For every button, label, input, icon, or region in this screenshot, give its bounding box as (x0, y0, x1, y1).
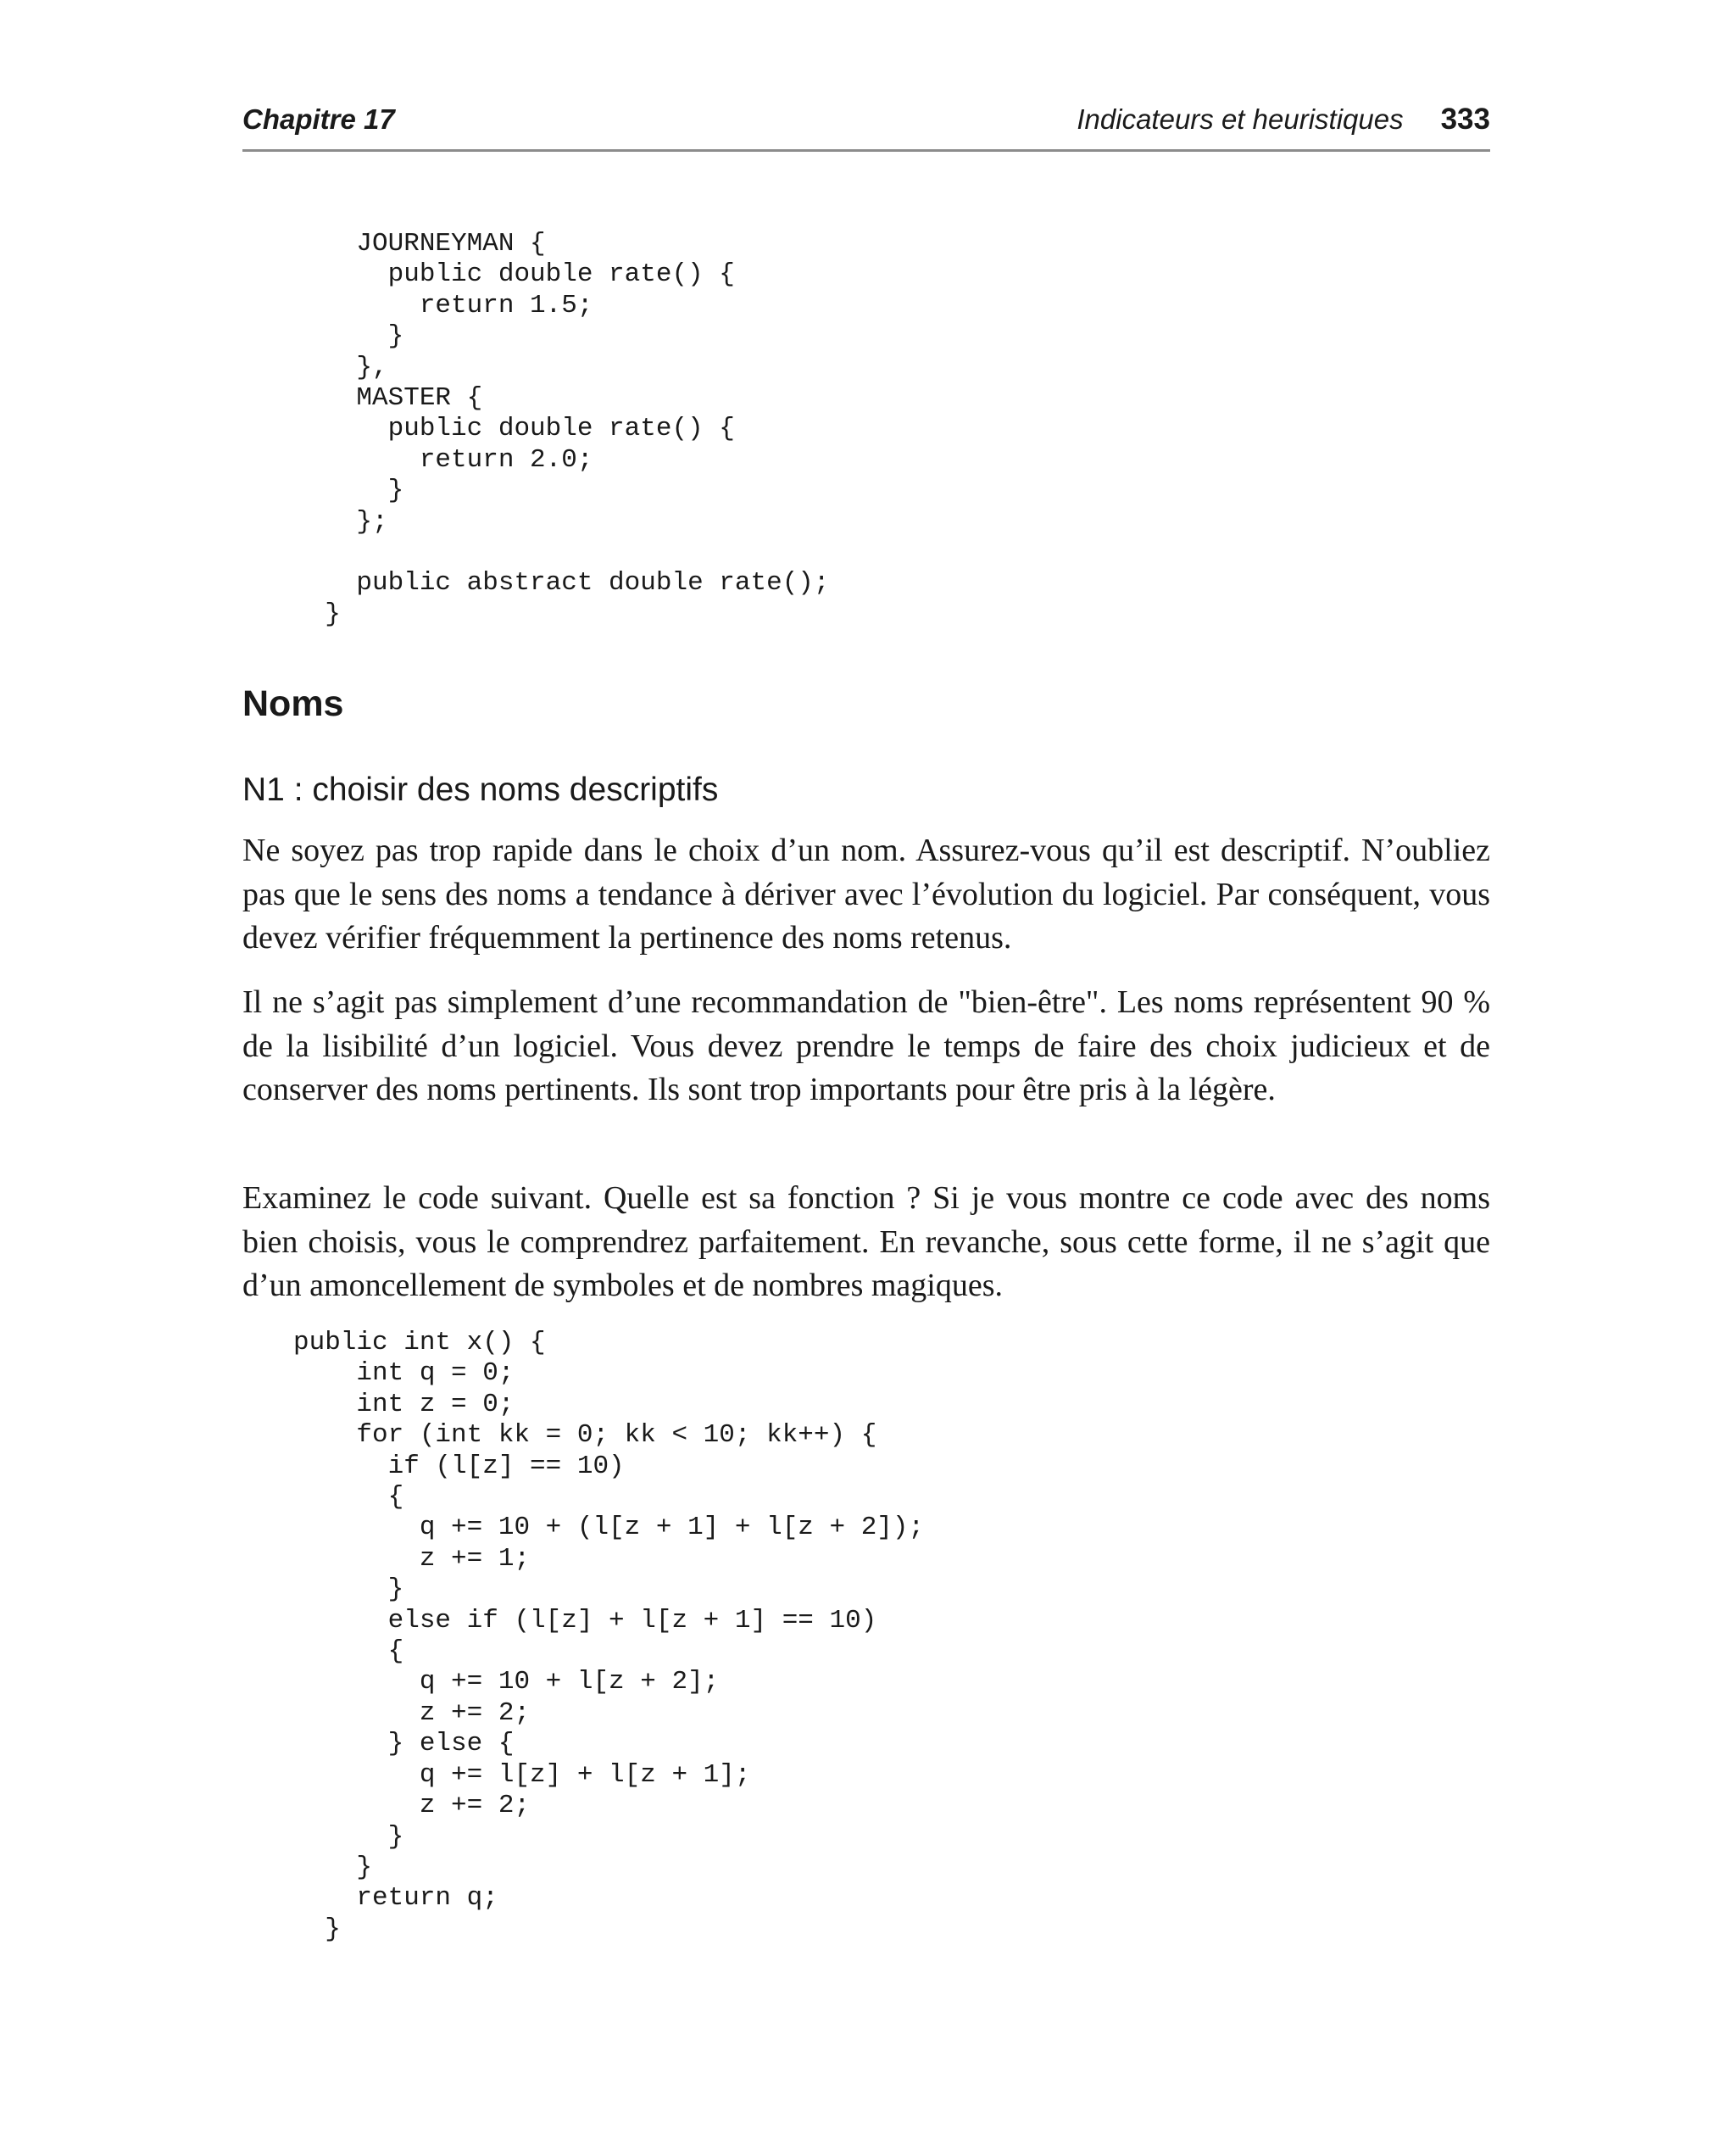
subsection-heading: N1 : choisir des noms descriptifs (242, 772, 719, 808)
code-block-x-function: public int x() { int q = 0; int z = 0; for (int kk = 0; kk < 10; kk++) { if (l[z] == 10) { q += 10 + (l[z + 1] + l[z + 2]); z += 1; } else if (l[z] + l[z + 1] == 10) { q += 10 + l[z + 2]; z += 2; } else { q += l[z] + l[z + 1]; z += 2; } } return q; } (293, 1328, 925, 1944)
paragraph-1: Ne soyez pas trop rapide dans le choix d’un nom. Assurez-vous qu’il est descriptif. N’oubliez pas que le sens des noms a tendance à dériver avec l’évolution du logiciel. Par conséquent, vous devez vérifier fréquemment la pertinence des noms retenus. (242, 833, 1490, 956)
section-heading: Noms (242, 683, 344, 724)
paragraph-2: Il ne s’agit pas simplement d’une recommandation de "bien-être". Les noms représentent 90 % de la lisibilité d’un logiciel. Vous devez prendre le temps de faire des choix judicieux et de conserver des noms pertinents. Ils sont trop importants pour être pris à la légère. (242, 984, 1490, 1107)
book-page (242, 0, 1490, 2140)
chapter-label: Chapitre 17 (242, 103, 395, 135)
header-rule (242, 149, 1490, 152)
running-header (242, 100, 1490, 139)
paragraph-3: Examinez le code suivant. Quelle est sa fonction ? Si je vous montre ce code avec des noms bien choisis, vous le comprendrez parfaitement. En revanche, sous cette forme, il ne s’agit que d’un amoncellement de symboles et de nombres magiques. (242, 1180, 1490, 1303)
running-section-title: Indicateurs et heuristiques (1077, 103, 1404, 135)
code-block-enum: JOURNEYMAN { public double rate() { return 1.5; } }, MASTER { public double rate() { return 2.0; } }; public abstract double rate(); } (325, 229, 830, 629)
header-right (1077, 100, 1490, 139)
page-number: 333 (1440, 103, 1490, 136)
